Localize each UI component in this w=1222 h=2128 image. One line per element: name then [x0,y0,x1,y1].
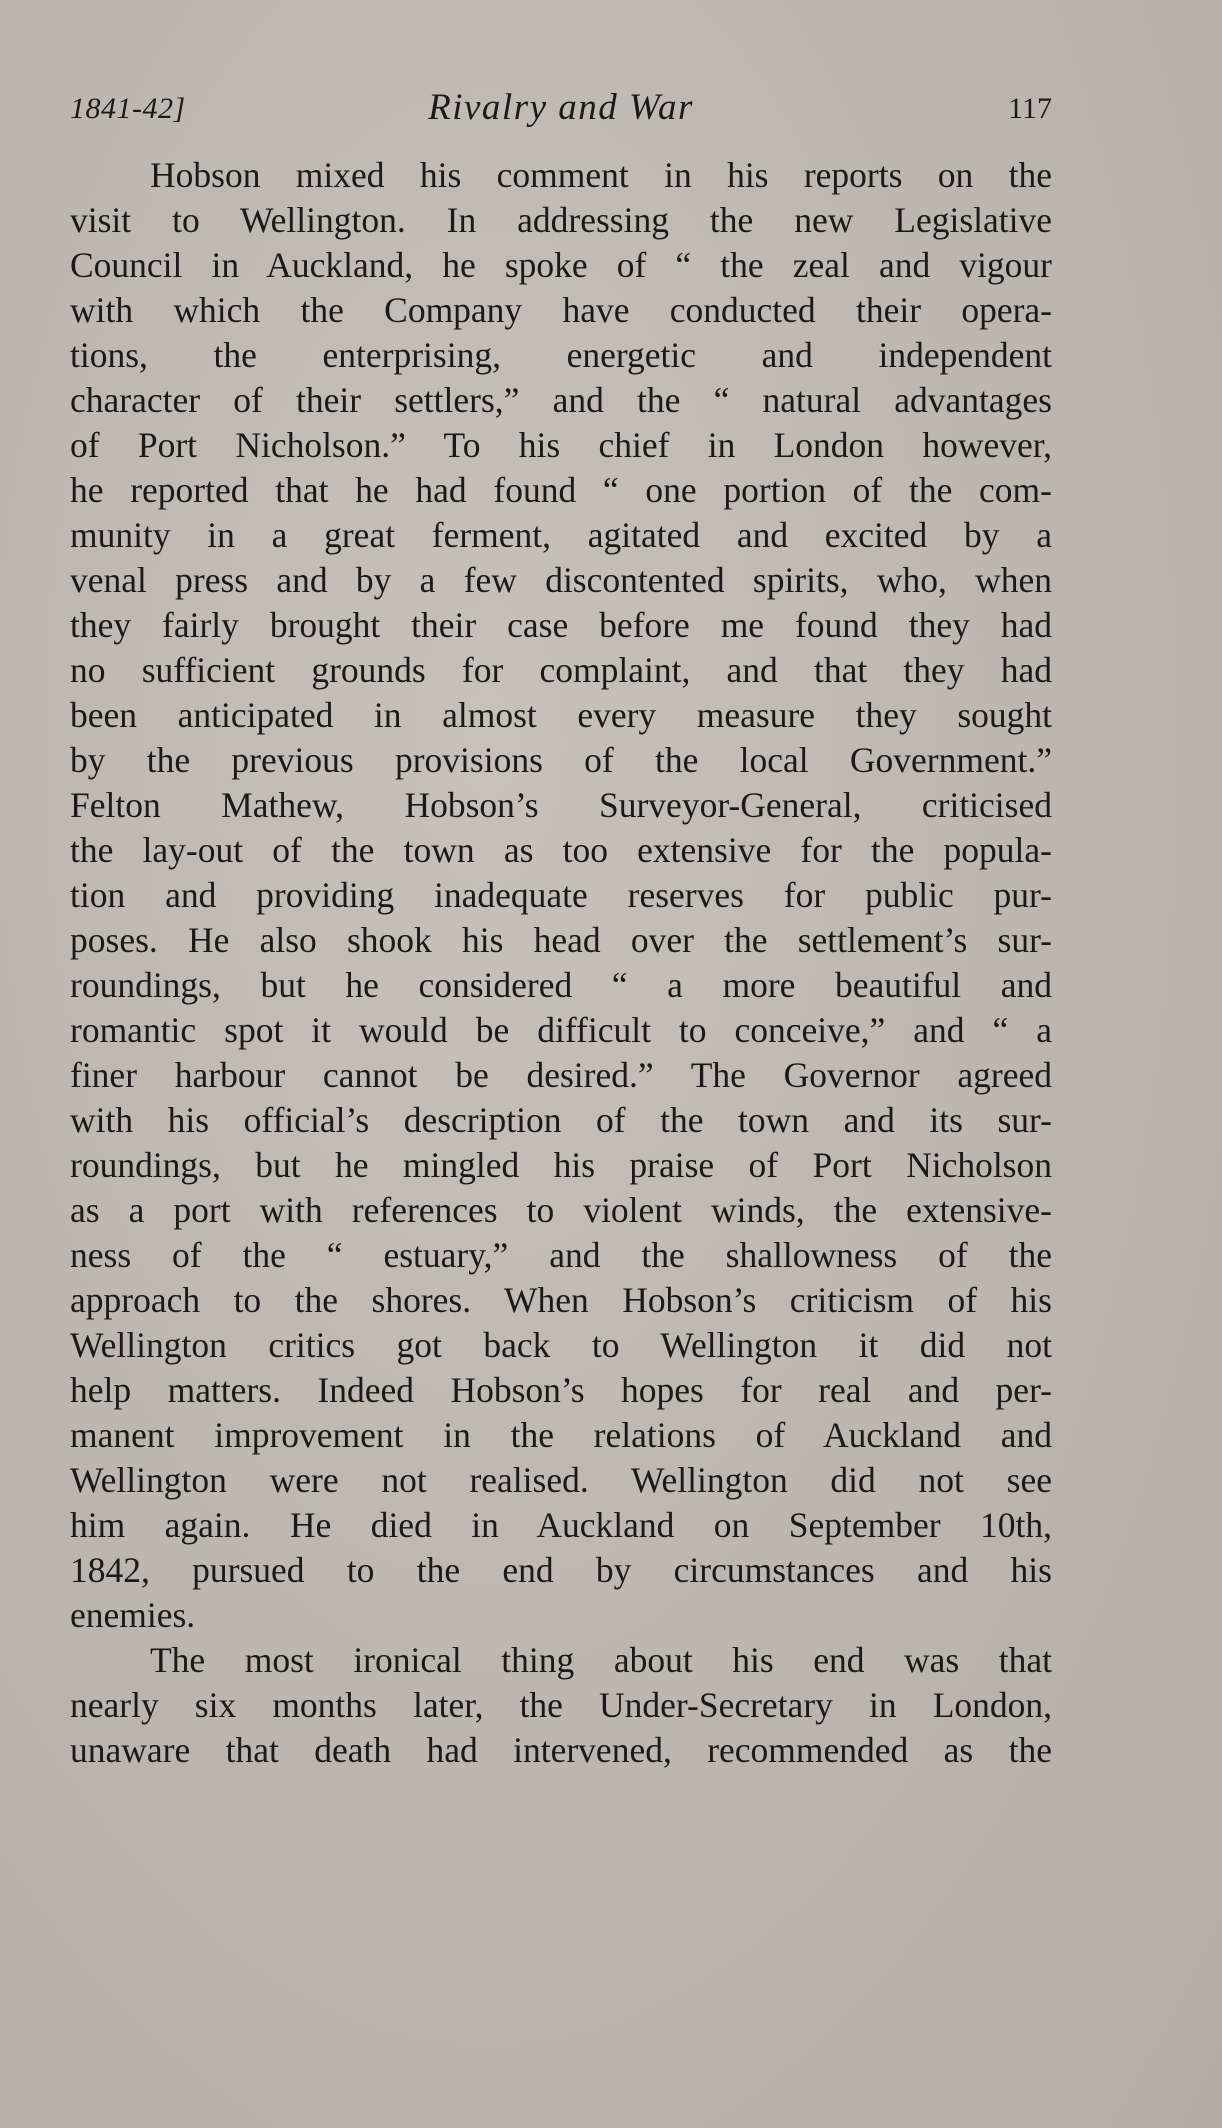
running-head-chapter-title: Rivalry and War [428,87,694,128]
text-line: munity in a great ferment, agitated and excited by a [70,515,1052,555]
text-line: poses. He also shook his head over the settlement’s sur- [70,920,1052,960]
text-line: romantic spot it would be difficult to conceive,” and “ a [70,1010,1052,1050]
paragraph-1 [70,153,1052,1638]
text-line: help matters. Indeed Hobson’s hopes for real and per- [70,1370,1052,1410]
text-line: finer harbour cannot be desired.” The Governor agreed [70,1055,1052,1095]
text-line: Wellington critics got back to Wellington it did not [70,1325,1052,1365]
text-line: approach to the shores. When Hobson’s criticism of his [70,1280,1052,1320]
running-head [70,86,1052,130]
text-line: visit to Wellington. In addressing the new Legislative [70,200,1052,240]
body-text [70,153,1052,1773]
text-line: 1842, pursued to the end by circumstances and his [70,1550,1052,1590]
text-line: The most ironical thing about his end was that [150,1640,1052,1680]
text-line: by the previous provisions of the local Government.” [70,740,1052,780]
text-line: tion and providing inadequate reserves for public pur- [70,875,1052,915]
paragraph-2 [70,1638,1052,1773]
text-line: no sufficient grounds for complaint, and that they had [70,650,1052,690]
page-number: 117 [1008,92,1052,125]
text-line: as a port with references to violent winds, the extensive- [70,1190,1052,1230]
text-line: Council in Auckland, he spoke of “ the zeal and vigour [70,245,1052,285]
text-line: he reported that he had found “ one portion of the com- [70,470,1052,510]
text-line: nearly six months later, the Under-Secretary in London, [70,1685,1052,1725]
text-line: character of their settlers,” and the “ natural advantages [70,380,1052,420]
text-line: ness of the “ estuary,” and the shallowness of the [70,1235,1052,1275]
text-line: been anticipated in almost every measure they sought [70,695,1052,735]
text-line: Wellington were not realised. Wellington did not see [70,1460,1052,1500]
text-line: enemies. [70,1595,196,1635]
text-line: venal press and by a few discontented spirits, who, when [70,560,1052,600]
text-line: with which the Company have conducted their opera- [70,290,1052,330]
text-line: Felton Mathew, Hobson’s Surveyor-General, criticised [70,785,1052,825]
text-line: tions, the enterprising, energetic and independent [70,335,1052,375]
text-line: of Port Nicholson.” To his chief in London however, [70,425,1052,465]
text-line: roundings, but he considered “ a more beautiful and [70,965,1052,1005]
book-page [70,0,1052,2128]
text-line: the lay-out of the town as too extensive for the popula- [70,830,1052,870]
text-line: Hobson mixed his comment in his reports on the [150,155,1052,195]
text-line: manent improvement in the relations of Auckland and [70,1415,1052,1455]
text-line: unaware that death had intervened, recommended as the [70,1730,1052,1770]
text-line: they fairly brought their case before me found they had [70,605,1052,645]
text-line: with his official’s description of the town and its sur- [70,1100,1052,1140]
text-line: him again. He died in Auckland on September 10th, [70,1505,1052,1545]
text-line: roundings, but he mingled his praise of Port Nicholson [70,1145,1052,1185]
running-head-date-range: 1841-42] [70,92,186,125]
